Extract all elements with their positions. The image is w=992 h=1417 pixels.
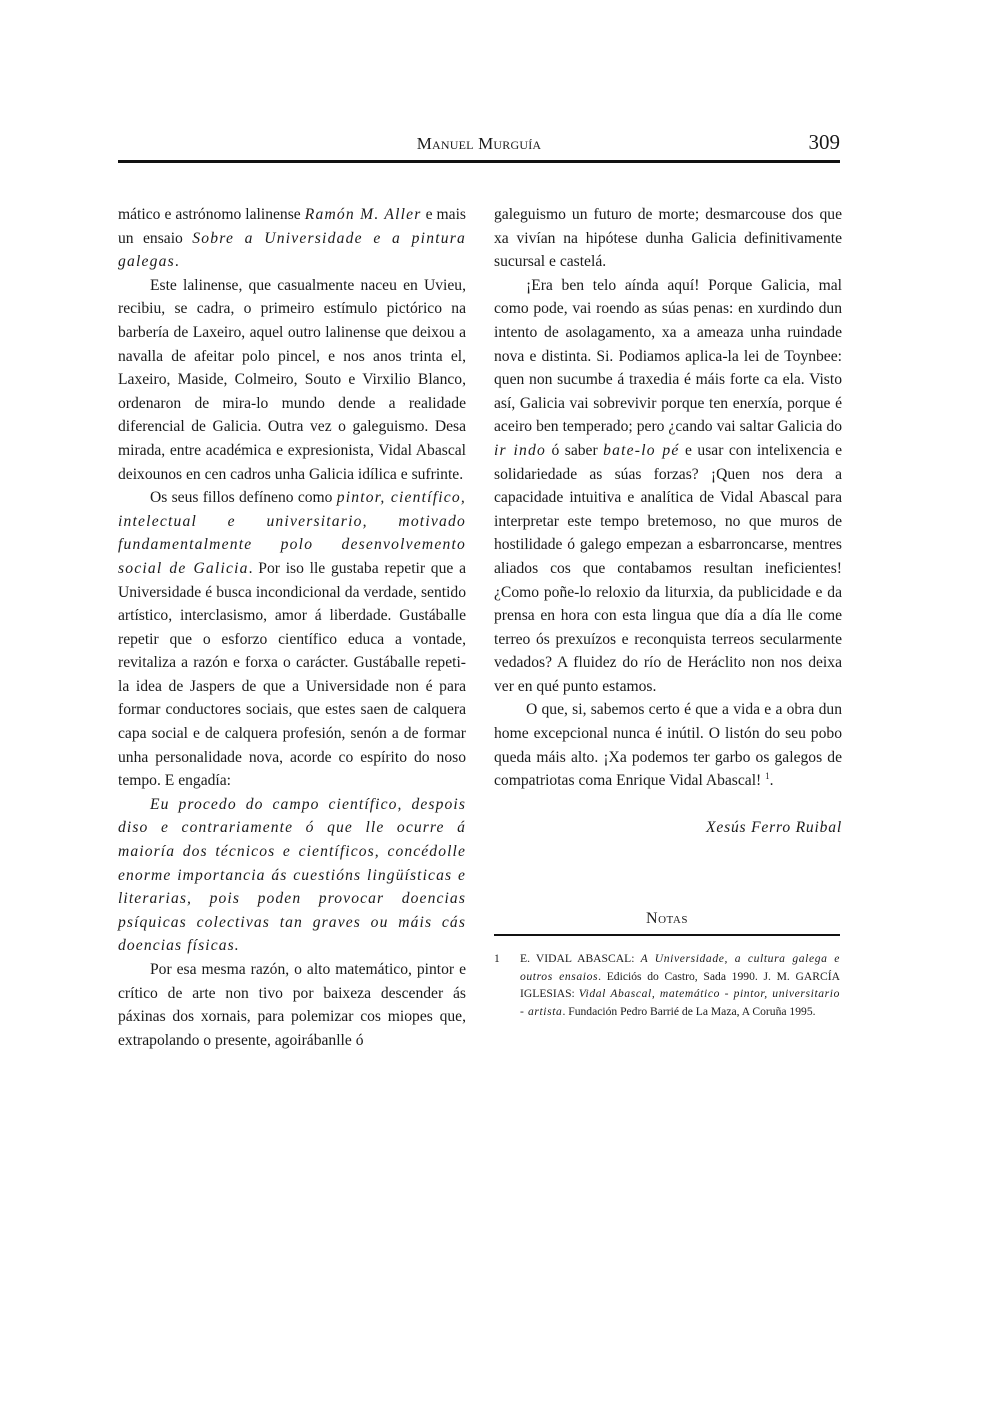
text: . Ediciós do Castro, Sada 1990. J. M. GARCÍA IGLESIAS: (520, 969, 840, 1000)
text: e usar con intelixencia e solidariedade as súas forzas? ¡Quen nos dera a capacidade intuitiva e analítica de Vidal Abascal para interpretar este tempo bretemoso, no que muros de hostilidade ó galego empezan a esbarroncarse, mentres aliados cos que contabamos resultan ineficientes! ¿Como poñe-lo reloxio da liturxia, da publicidade e da prensa en hora con esta lingua que día a día lle come terreo ós prexuízos e reconquista terreos secularmente vedados? A fluidez do río de Heráclito non nos deixa ver en qué punto estamos. (494, 441, 842, 695)
italic-title: A Universidade, a cultura galega e outros ensaios (520, 952, 840, 983)
text: . (769, 772, 774, 790)
page-number: 309 (808, 130, 840, 154)
text: O que, si, sabemos certo é que a vida e a obra dun home excepcional nunca é inútil. O listón do seu pobo queda máis alto. ¡Xa podemos ter garbo os galegos de compatriotas coma Enrique Vidal Abascal! (494, 701, 842, 790)
text: mático e astrónomo lalinense (118, 206, 305, 223)
notes-heading: Notas (646, 910, 688, 927)
text: Os seus fillos defíneno como (150, 489, 337, 507)
italic-quote: pintor, científico, intelectual e universitario, motivado fundamentalmente polo desenvolvemento social de Galicia (118, 489, 466, 577)
block-quote: Eu procedo do campo científico, despois diso e contrariamente ó que lle ocurre á maioría dos técnicos e científicos, concédolle enorme importancia ás cuestións lingüísticas e literarias, pois poden provocar doencias psíquicas colectivas tan graves ou máis cás doencias físicas. (118, 795, 466, 955)
text: E. VIDAL ABASCAL: (520, 952, 641, 965)
italic-phrase: bate-lo pé (603, 441, 680, 459)
paragraph (494, 274, 842, 699)
footnote-ref[interactable]: 1 (765, 771, 770, 782)
running-title: Manuel Murguía (416, 134, 542, 153)
paragraph: Por esa mesma razón, o alto matemático, pintor e crítico de arte non tivo por baixeza descender ás páxinas dos xornais, para polemizar cos miopes que, extrapolando o presente, agoirábanlle ó (118, 961, 466, 1049)
paragraph (118, 203, 466, 274)
text: ¡Era ben telo aínda aquí! Porque Galicia, mal como pode, vai roendo as súas penas: en xurdindo dun intento de asolagamento, xa a ameaza unha ruindade nova e distinta. Si. Podiamos aplica-la lei de Toynbee: quen non sucumbe á traxedia é máis forte ca ela. Visto así, Galicia vai sobrevivir porque ten enerxía, porque é aceiro ben temperado; pero ¿cando vai saltar Galicia do (494, 276, 842, 436)
header-rule (118, 160, 840, 163)
text: e mais un ensaio (118, 206, 466, 247)
notes-rule (494, 934, 840, 936)
italic-phrase: ir indo (494, 441, 547, 459)
paragraph (494, 698, 842, 792)
footnote-text (520, 950, 840, 1020)
footnote (494, 950, 840, 1020)
footnote-number: 1 (494, 952, 500, 965)
paragraph: Este lalinense, que casualmente naceu en Uvieu, recibiu, se cadra, o primeiro estímulo pictórico na barbería de Laxeiro, aquel outro lalinense que deixou a navalla de afeitar polo pincel, e nos anos trinta el, Laxeiro, Maside, Colmeiro, Souto e Virxilio Blanco, ordenaron de mira-lo mundo dende a realidade diferencial de Galicia. Outra vez o galeguismo. Desa mirada, entre académica e expresionista, Vidal Abascal deixounos en cen cadros unha Galicia idílica e sufrinte. (118, 276, 466, 483)
author-signature: Xesús Ferro Ruibal (706, 818, 842, 836)
italic-title: Vidal Abascal, matemático - pintor, universitario - artista (520, 987, 841, 1018)
page-header (118, 128, 840, 158)
italic-name: Ramón M. Aller (304, 206, 422, 223)
right-column (494, 203, 842, 839)
italic-title: Sobre a Universidade e a pintura galegas (118, 229, 466, 271)
paragraph (118, 486, 466, 793)
left-column (118, 203, 466, 1052)
text: . (174, 253, 179, 271)
text: . Por iso lle gustaba repetir que a Universidade é busca incondicional da verdade, sentido artístico, interclasismo, amor á liberdade. Gustáballe repetir que o esforzo científico educa a vontade, revitaliza a razón e forxa o carácter. Gustáballe repeti-la idea de Jaspers de que a Universidade non é para formar conductores sociais, que estes saen de calquera capa social e de calquera profesión, senón a de formar unha personalidade nova, acorde co espírito do noso tempo. E engadía: (118, 559, 466, 790)
text: . Fundación Pedro Barrié de La Maza, A Coruña 1995. (562, 1004, 816, 1018)
paragraph: galeguismo un futuro de morte; desmarcouse dos que xa vivían na hipótese dunha Galicia definitivamente sucursal e castelá. (494, 206, 842, 271)
text: ó saber (546, 441, 604, 459)
